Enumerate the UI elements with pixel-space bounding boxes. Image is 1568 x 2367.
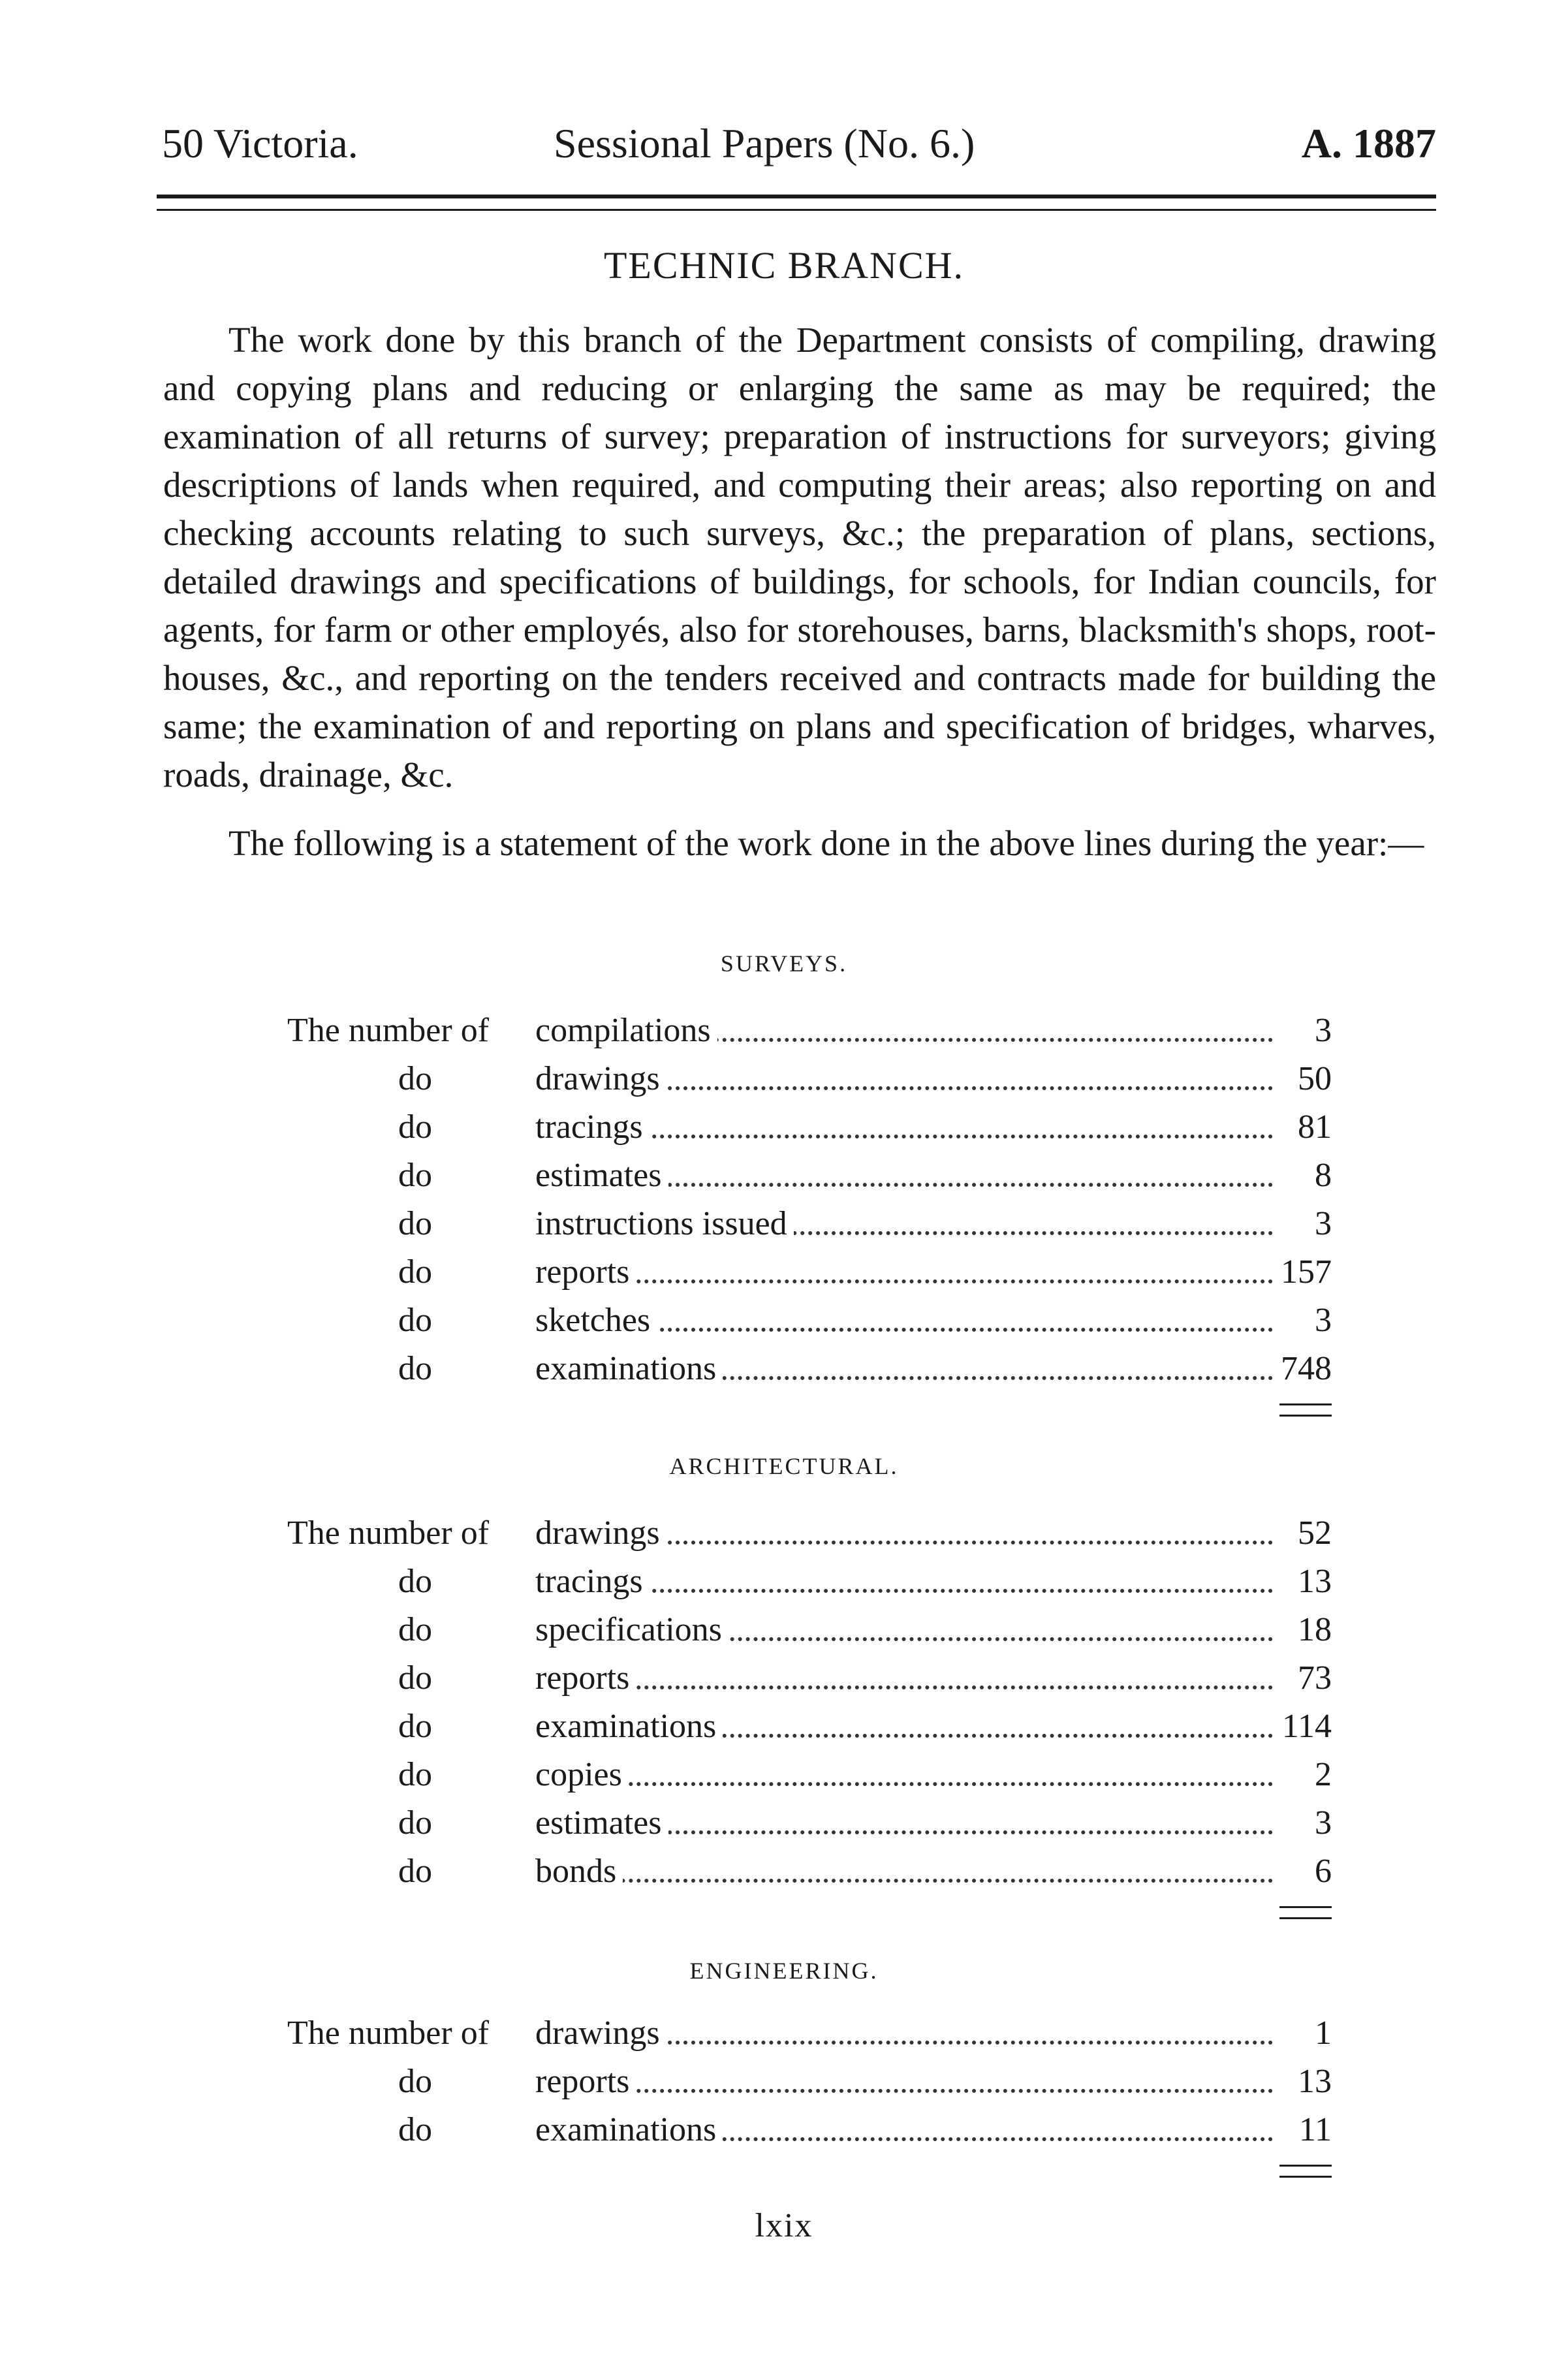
table-row xyxy=(287,1751,1332,1799)
row-item: reports xyxy=(535,1253,636,1291)
row-item: tracings xyxy=(535,1108,650,1146)
table-row xyxy=(287,1296,1332,1345)
row-value: 3 xyxy=(1315,1302,1332,1339)
table-row xyxy=(287,1152,1332,1200)
row-prefix: do xyxy=(398,1060,432,1097)
row-prefix: do xyxy=(398,1350,432,1387)
intro-paragraph: The work done by this branch of the Department consists of compiling, drawing and copying plans and reducing or enlarging the same as may be required; the examination of all returns of survey; preparation of instructions for surveyors; giving descriptions of lands when required, and computing their areas; also reporting on and checking accounts relating to such surveys, &c.; the preparation of plans, sections, detailed drawings and specifications of buildings, for schools, for Indian councils, for agents, for farm or other employés, also for storehouses, barns, blacksmith's shops, root-houses, &c., and reporting on the tenders received and contracts made for building the same; the examination of and reporting on plans and specification of bridges, wharves, roads, drainage, &c. xyxy=(163,320,1436,794)
row-value: 8 xyxy=(1315,1157,1332,1194)
table-row xyxy=(287,2106,1332,2154)
header-rule-thin xyxy=(157,209,1436,211)
table-row xyxy=(287,1847,1332,1896)
row-prefix: do xyxy=(398,2063,432,2100)
architectural-table xyxy=(287,1509,1332,1896)
surveys-table xyxy=(287,1007,1332,1393)
table-row xyxy=(287,1509,1332,1558)
table-row xyxy=(287,1007,1332,1055)
header-year: A. 1887 xyxy=(1301,120,1436,166)
row-value: 11 xyxy=(1298,2111,1332,2148)
row-value: 3 xyxy=(1315,1205,1332,1242)
page-header xyxy=(162,118,1436,170)
row-item: tracings xyxy=(535,1563,650,1600)
row-value: 3 xyxy=(1315,1804,1332,1842)
total-double-rule xyxy=(1279,2165,1332,2178)
row-value: 748 xyxy=(1281,1350,1332,1387)
row-item: examinations xyxy=(535,1350,723,1387)
row-prefix: do xyxy=(398,1253,432,1291)
row-prefix: do xyxy=(398,1853,432,1890)
row-prefix: do xyxy=(398,1756,432,1793)
row-value: 52 xyxy=(1298,1514,1332,1552)
row-item: copies xyxy=(535,1756,629,1793)
row-prefix: do xyxy=(398,1659,432,1697)
engineering-table xyxy=(287,2009,1332,2154)
row-item: reports xyxy=(535,2063,636,2100)
row-item: drawings xyxy=(535,2014,666,2052)
statement-paragraph: The following is a statement of the work done in the above lines during the year:— xyxy=(228,823,1424,863)
row-item: estimates xyxy=(535,1157,668,1194)
row-prefix: The number of xyxy=(287,1012,490,1049)
row-item: compilations xyxy=(535,1012,717,1049)
row-item: drawings xyxy=(535,1514,666,1552)
row-item: examinations xyxy=(535,1708,723,1745)
table-row xyxy=(287,1103,1332,1152)
row-value: 6 xyxy=(1315,1853,1332,1890)
row-prefix: The number of xyxy=(287,1514,490,1552)
page-number: lxix xyxy=(755,2207,813,2244)
row-prefix: do xyxy=(398,1108,432,1146)
row-prefix: do xyxy=(398,1804,432,1842)
row-value: 114 xyxy=(1281,1708,1332,1745)
header-session: 50 Victoria. xyxy=(162,120,358,166)
row-value: 2 xyxy=(1315,1756,1332,1793)
row-value: 18 xyxy=(1298,1611,1332,1648)
section-heading: TECHNIC BRANCH. xyxy=(603,244,965,287)
row-prefix: do xyxy=(398,1302,432,1339)
row-prefix: do xyxy=(398,1563,432,1600)
row-value: 157 xyxy=(1281,1253,1332,1291)
row-value: 73 xyxy=(1298,1659,1332,1697)
row-item: drawings xyxy=(535,1060,666,1097)
row-value: 81 xyxy=(1298,1108,1332,1146)
table-row xyxy=(287,1558,1332,1606)
surveys-heading: SURVEYS. xyxy=(720,950,848,977)
total-double-rule xyxy=(1279,1403,1332,1417)
architectural-heading: ARCHITECTURAL. xyxy=(669,1453,899,1479)
row-value: 13 xyxy=(1298,2063,1332,2100)
table-row xyxy=(287,1606,1332,1654)
table-row xyxy=(287,2058,1332,2106)
row-prefix: do xyxy=(398,1708,432,1745)
row-item: bonds xyxy=(535,1853,623,1890)
table-row xyxy=(287,1055,1332,1103)
row-item: examinations xyxy=(535,2111,723,2148)
header-rule-thick xyxy=(157,195,1436,198)
row-prefix: do xyxy=(398,2111,432,2148)
engineering-heading: ENGINEERING. xyxy=(689,1958,879,1984)
table-row xyxy=(287,1248,1332,1296)
row-prefix: do xyxy=(398,1157,432,1194)
table-row xyxy=(287,1345,1332,1393)
row-item: specifications xyxy=(535,1611,729,1648)
total-double-rule xyxy=(1279,1906,1332,1919)
table-row xyxy=(287,1799,1332,1847)
row-prefix: do xyxy=(398,1611,432,1648)
header-publication: Sessional Papers (No. 6.) xyxy=(554,120,975,166)
row-value: 13 xyxy=(1298,1563,1332,1600)
table-row xyxy=(287,2009,1332,2058)
row-item: estimates xyxy=(535,1804,668,1842)
row-value: 3 xyxy=(1315,1012,1332,1049)
row-item: sketches xyxy=(535,1302,657,1339)
table-row xyxy=(287,1702,1332,1751)
table-row xyxy=(287,1654,1332,1702)
row-value: 1 xyxy=(1315,2014,1332,2052)
row-prefix: do xyxy=(398,1205,432,1242)
row-value: 50 xyxy=(1298,1060,1332,1097)
row-item: instructions issued xyxy=(535,1205,794,1242)
row-prefix: The number of xyxy=(287,2014,490,2052)
table-row xyxy=(287,1200,1332,1248)
row-item: reports xyxy=(535,1659,636,1697)
